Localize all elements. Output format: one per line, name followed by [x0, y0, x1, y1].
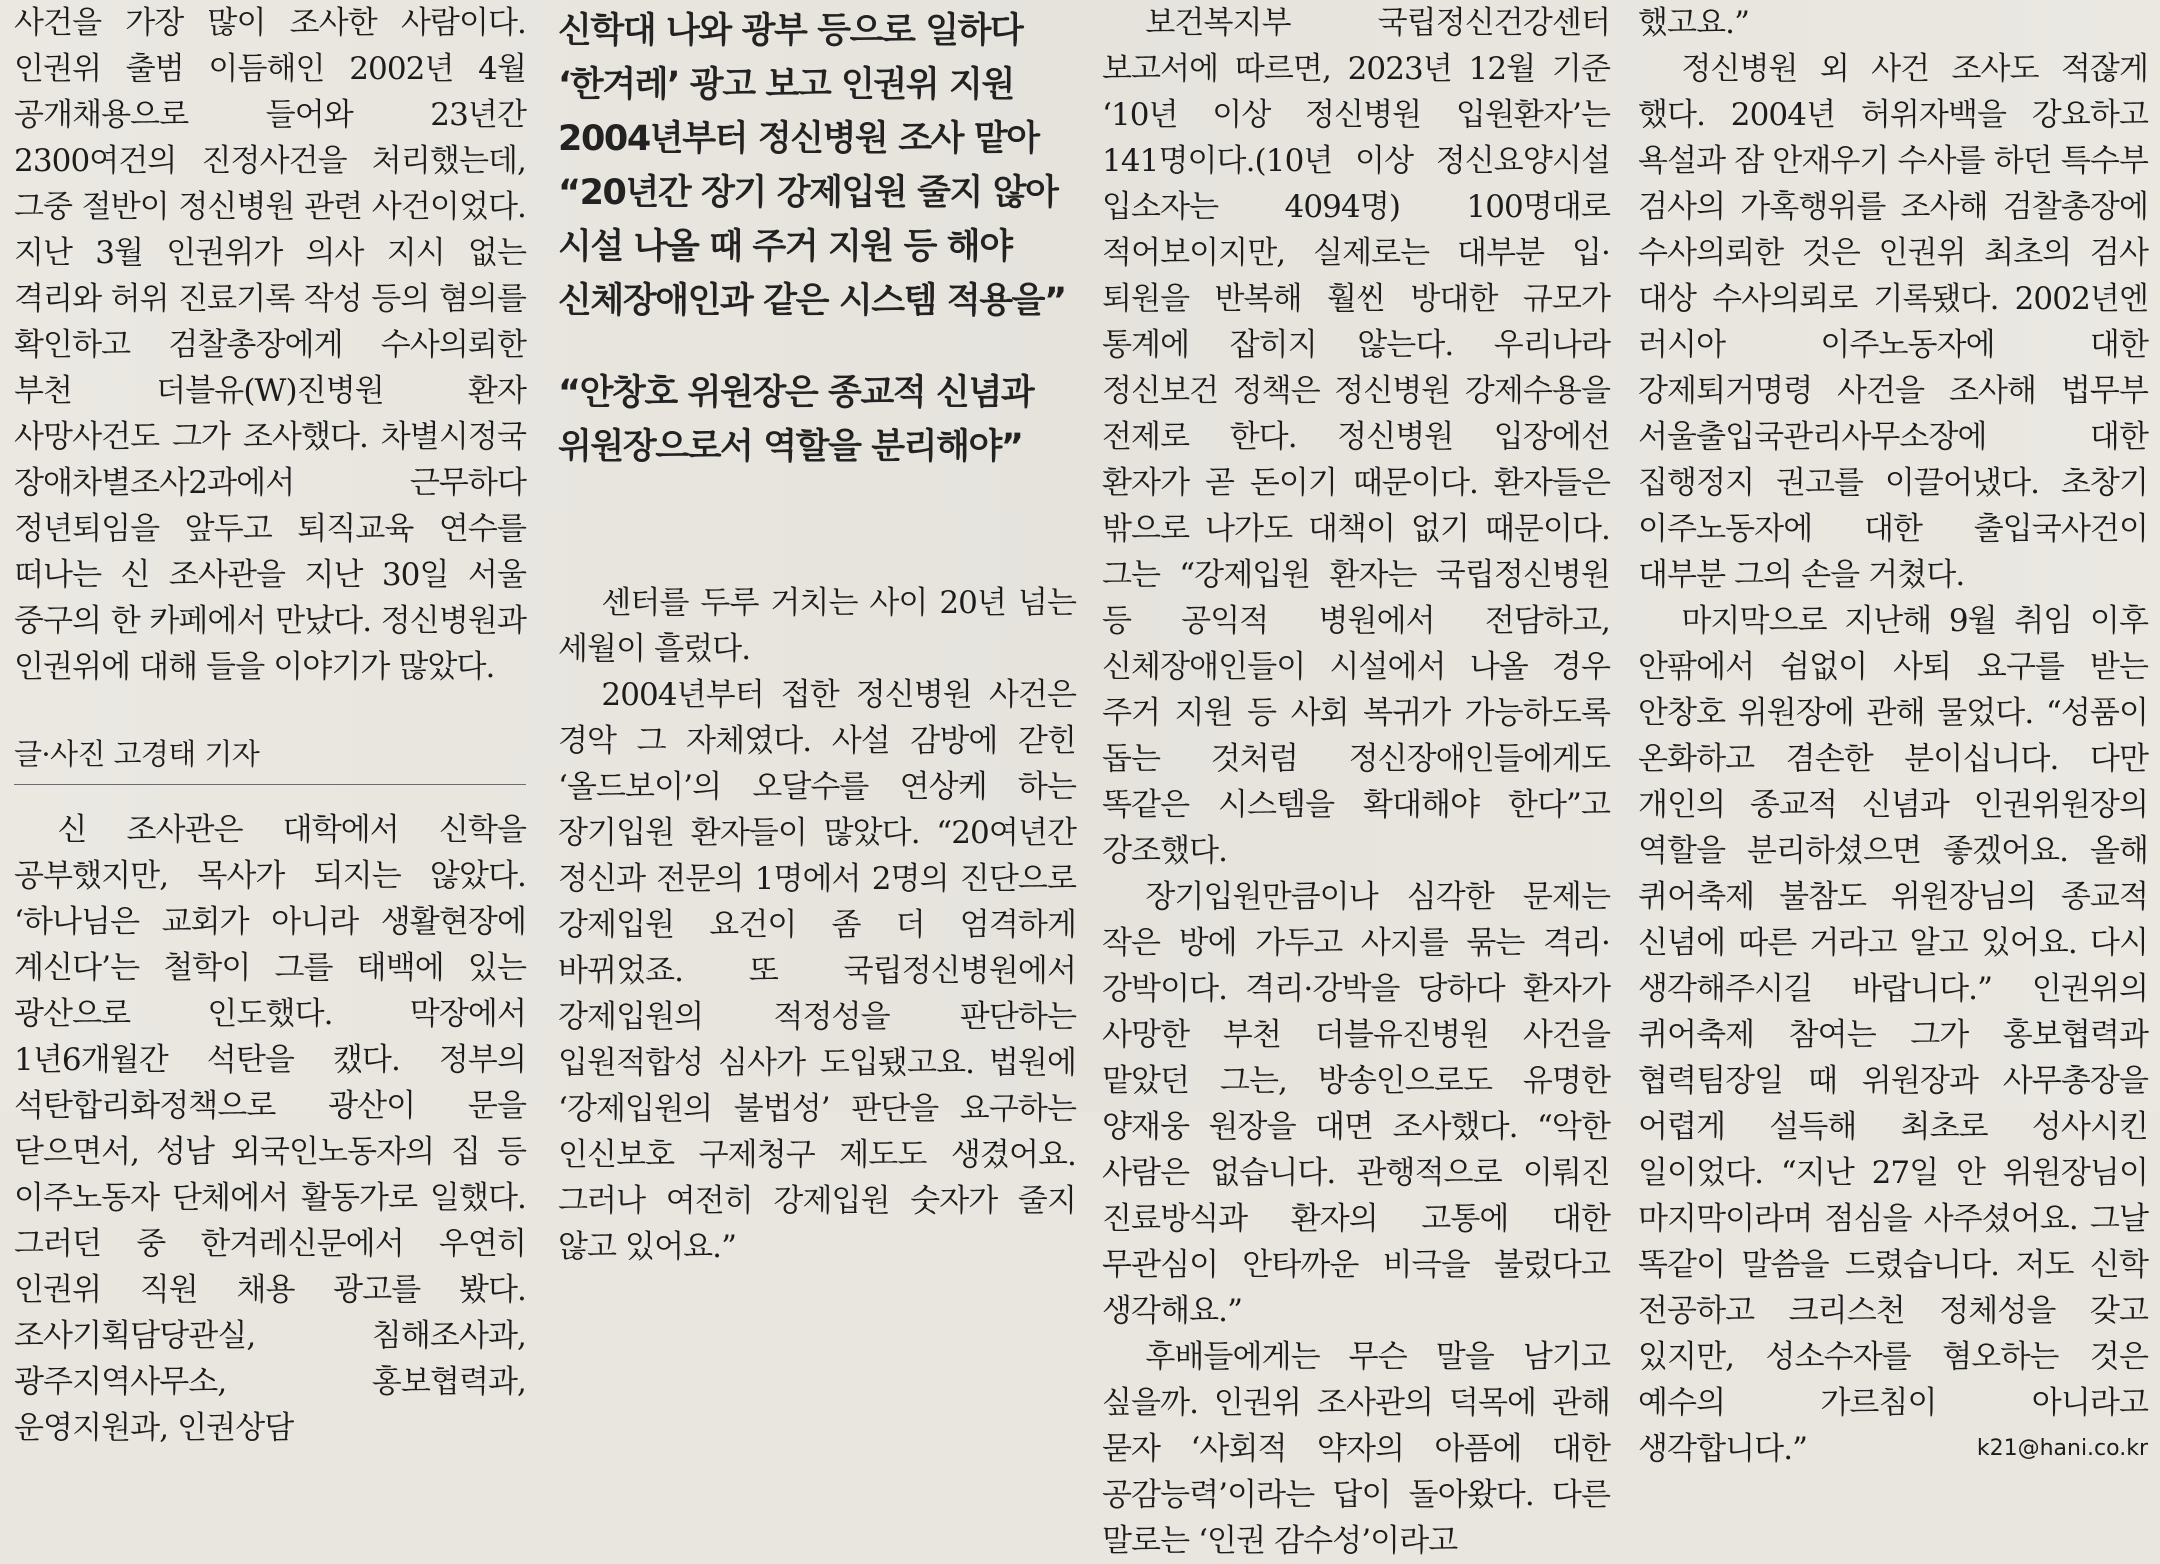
article-paragraph: 2004년부터 접한 정신병원 사건은 경악 그 자체였다. 사설 감방에 갇힌 ‘올드보이’의 오달수를 연상케 하는 장기입원 환자들이 많았다. “20여년간 정신과 전문의 1명에서 2명의 진단으로 강제입원 요건이 좀 더 엄격하게 바뀌었죠. 또 국립정신병원에서 강제입원의 적정성을 판단하는 입원적합성 심사가 도입됐고요. 법원에 ‘강제입원의 불법성’ 판단을 요구하는 인신보호 구제청구 제도도 생겼어요. 그러나 여전히 강제입원 숫자가 줄지 않고 있어요.”: [558, 677, 1076, 1265]
headline-line: 신체장애인과 같은 시스템 적용을”: [558, 281, 1066, 321]
article-column-2: [558, 0, 1076, 1265]
byline: 글·사진 고경태 기자: [14, 734, 526, 785]
headline-line: 위원장으로서 역할을 분리해야”: [558, 427, 1023, 467]
headline-line: 2004년부터 정신병원 조사 맡아: [558, 119, 1039, 159]
article-paragraph: 신 조사관은 대학에서 신학을 공부했지만, 목사가 되지는 않았다. ‘하나님은 교회가 아니라 생활현장에 계신다’는 철학이 그를 태백에 있는 광산으로 인도했다. 막장에서 1년6개월간 석탄을 캤다. 정부의 석탄합리화정책으로 광산이 문을 닫으면서, 성남 외국인노동자의 집 등 이주노동자 단체에서 활동가로 일했다. 그러던 중 한겨레신문에서 우연히 인권위 직원 채용 광고를 봤다. 조사기획담당관실, 침해조사과, 광주지역사무소, 홍보협력과, 운영지원과, 인권상담: [14, 812, 526, 1446]
article-paragraph: 후배들에게는 무슨 말을 남기고 싶을까. 인권위 조사관의 덕목에 관해 묻자 ‘사회적 약자의 아픔에 대한 공감능력’이라는 답이 돌아왔다. 다른 말로는 ‘인권 감수성’이라고: [1102, 1339, 1610, 1559]
closing-paragraph-text: 마지막으로 지난해 9월 취임 이후 안팎에서 쉼없이 사퇴 요구를 받는 안창호 위원장에 관해 물었다. “성품이 온화하고 겸손한 분이십니다. 다만 개인의 종교적 신념과 인권위원장의 역할을 분리하셨으면 좋겠어요. 올해 퀴어축제 불참도 위원장님의 종교적 신념에 따른 거라고 알고 있어요. 다시 생각해주시길 바랍니다.” 인권위의 퀴어축제 참여는 그가 홍보협력과 협력팀장일 때 위원장과 사무총장을 어렵게 설득해 최초로 성사시킨 일이었다. “지난 27일 안 위원장님이 마지막이라며 점심을 사주셨어요. 그날 똑같이 말씀을 드렸습니다. 저도 신학 전공하고 크리스천 정체성을 갖고 있지만, 성소수자를 혐오하는 것은 예수의 가르침이 아니라고 생각합니다.”: [1638, 603, 2148, 1467]
headline-line: “20년간 장기 강제입원 줄지 않아: [558, 173, 1058, 213]
article-paragraph: 보건복지부 국립정신건강센터 보고서에 따르면, 2023년 12월 기준 ‘10년 이상 정신병원 입원환자’는 141명이다.(10년 이상 정신요양시설 입소자는 4094명) 100명대로 적어보이지만, 실제로는 대부분 입·퇴원을 반복해 훨씬 방대한 규모가 통계에 잡히지 않는다. 우리나라 정신보건 정책은 정신병원 강제수용을 전제로 한다. 정신병원 입장에선 환자가 곧 돈이기 때문이다. 환자들은 밖으로 나가도 대책이 없기 때문이다. 그는 “강제입원 환자는 국립정신병원 등 공익적 병원에서 전담하고, 신체장애인들이 시설에서 나올 경우 주거 지원 등 사회 복귀가 가능하도록 돕는 것처럼 정신장애인들에게도 똑같은 시스템을 확대해야 한다”고 강조했다.: [1102, 5, 1610, 869]
article-paragraph: [1638, 598, 2148, 1472]
headline-line: “안창호 위원장은 종교적 신념과: [558, 373, 1034, 413]
headline-line: 시설 나올 때 주거 지원 등 해야: [558, 227, 1012, 267]
headline-line: 신학대 나와 광부 등으로 일하다: [558, 11, 1023, 51]
article-column-4: [1638, 0, 2148, 1467]
column-2-body: [558, 580, 1076, 1270]
intro-paragraph: 사건을 가장 많이 조사한 사람이다. 인권위 출범 이듬해인 2002년 4월 공개채용으로 들어와 23년간 2300여건의 진정사건을 처리했는데, 그중 절반이 정신병원 관련 사건이었다. 지난 3월 인권위가 의사 지시 없는 격리와 허위 진료기록 작성 등의 혐의를 확인하고 검찰총장에게 수사의뢰한 부천 더블유(W)진병원 환자 사망사건도 그가 조사했다. 차별시정국 장애차별조사2과에서 근무하다 정년퇴임을 앞두고 퇴직교육 연수를 떠나는 신 조사관을 지난 30일 서울 중구의 한 카페에서 만났다. 정신병원과 인권위에 대해 들을 이야기가 많았다.: [14, 5, 526, 685]
reporter-email: k21@hani.co.kr: [1976, 1436, 2148, 1461]
headline-line: ‘한겨레’ 광고 보고 인권위 지원: [558, 65, 1014, 105]
article-column-1: [14, 0, 526, 1446]
article-paragraph: 정신병원 외 사건 조사도 적잖게 했다. 2004년 허위자백을 강요하고 욕설과 잠 안재우기 수사를 하던 특수부 검사의 가혹행위를 조사해 검찰총장에 수사의뢰한 것은 인권위 최초의 검사 대상 수사의뢰로 기록됐다. 2002년엔 러시아 이주노동자에 대한 강제퇴거명령 사건을 조사해 법무부 서울출입국관리사무소장에 대한 집행정지 권고를 이끌어냈다. 초창기 이주노동자에 대한 출입국사건이 대부분 그의 손을 거쳤다.: [1638, 51, 2148, 593]
article-paragraph: 했고요.”: [1638, 5, 1750, 41]
article-paragraph: 장기입원만큼이나 심각한 문제는 작은 방에 가두고 사지를 묶는 격리·강박이다. 격리·강박을 당하다 환자가 사망한 부천 더블유진병원 사건을 맡았던 그는, 방송인으로도 유명한 양재웅 원장을 대면 조사했다. “악한 사람은 없습니다. 관행적으로 이뤄진 진료방식과 환자의 고통에 대한 무관심이 안타까운 비극을 불렀다고 생각해요.”: [1102, 879, 1610, 1329]
article-paragraph: 센터를 두루 거치는 사이 20년 넘는 세월이 흘렀다.: [558, 585, 1076, 667]
pull-quote-headlines: [558, 4, 1076, 474]
article-column-3: [1102, 0, 1610, 1559]
